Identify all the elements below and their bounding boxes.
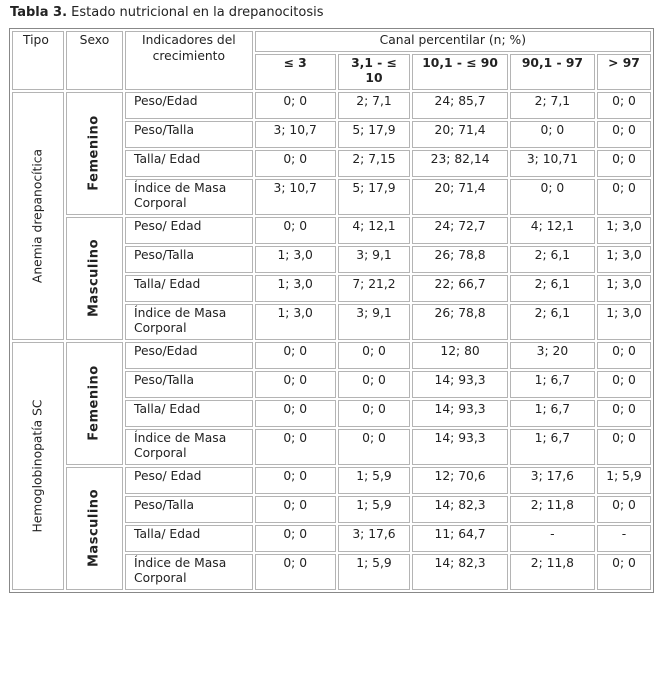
nutrition-table xyxy=(9,28,654,593)
header-col-1: ≤ 3 xyxy=(255,54,336,90)
value-cell: 0; 0 xyxy=(338,371,411,398)
indicator-cell: Talla/ Edad xyxy=(125,525,253,552)
value-cell: 20; 71,4 xyxy=(412,121,508,148)
value-cell: 1; 3,0 xyxy=(597,217,651,244)
value-cell: 3; 10,71 xyxy=(510,150,595,177)
indicator-cell: Peso/Talla xyxy=(125,121,253,148)
value-cell: 0; 0 xyxy=(597,179,651,215)
indicator-cell: Índice de Masa Corporal xyxy=(125,554,253,590)
value-cell: 0; 0 xyxy=(338,429,411,465)
tipo-label: Anemia drepanocítica xyxy=(30,148,45,283)
value-cell: 26; 78,8 xyxy=(412,304,508,340)
indicator-cell: Talla/ Edad xyxy=(125,275,253,302)
value-cell: 2; 11,8 xyxy=(510,554,595,590)
value-cell: 0; 0 xyxy=(597,92,651,119)
value-cell: - xyxy=(510,525,595,552)
value-cell: 1; 3,0 xyxy=(255,246,336,273)
header-col-4: 90,1 - 97 xyxy=(510,54,595,90)
value-cell: 1; 3,0 xyxy=(597,246,651,273)
value-cell: 0; 0 xyxy=(510,121,595,148)
sexo-label: Femenino xyxy=(86,365,102,441)
value-cell: 7; 21,2 xyxy=(338,275,411,302)
value-cell: 0; 0 xyxy=(255,400,336,427)
sexo-label: Femenino xyxy=(86,115,102,191)
indicator-cell: Peso/Edad xyxy=(125,92,253,119)
value-cell: 2; 7,1 xyxy=(338,92,411,119)
sexo-cell xyxy=(66,217,123,340)
indicator-cell: Talla/ Edad xyxy=(125,400,253,427)
header-row-1 xyxy=(12,31,651,52)
table-caption xyxy=(10,5,324,21)
value-cell: 3; 9,1 xyxy=(338,304,411,340)
value-cell: 1; 3,0 xyxy=(597,275,651,302)
indicator-cell: Peso/Talla xyxy=(125,246,253,273)
value-cell: 26; 78,8 xyxy=(412,246,508,273)
indicator-cell: Peso/ Edad xyxy=(125,217,253,244)
value-cell: 1; 5,9 xyxy=(597,467,651,494)
value-cell: 0; 0 xyxy=(597,371,651,398)
value-cell: 23; 82,14 xyxy=(412,150,508,177)
sexo-cell xyxy=(66,342,123,465)
value-cell: 12; 70,6 xyxy=(412,467,508,494)
indicator-cell: Índice de Masa Corporal xyxy=(125,179,253,215)
value-cell: 2; 7,1 xyxy=(510,92,595,119)
value-cell: 0; 0 xyxy=(255,525,336,552)
table-body xyxy=(12,92,651,590)
value-cell: - xyxy=(597,525,651,552)
value-cell: 1; 6,7 xyxy=(510,429,595,465)
tipo-cell xyxy=(12,92,64,340)
value-cell: 1; 5,9 xyxy=(338,467,411,494)
value-cell: 5; 17,9 xyxy=(338,179,411,215)
value-cell: 0; 0 xyxy=(597,429,651,465)
value-cell: 0; 0 xyxy=(597,342,651,369)
value-cell: 0; 0 xyxy=(255,467,336,494)
value-cell: 0; 0 xyxy=(597,121,651,148)
value-cell: 2; 6,1 xyxy=(510,304,595,340)
header-canal: Canal percentilar (n; %) xyxy=(255,31,651,52)
value-cell: 0; 0 xyxy=(255,217,336,244)
value-cell: 0; 0 xyxy=(255,429,336,465)
value-cell: 0; 0 xyxy=(338,400,411,427)
header-col-5: > 97 xyxy=(597,54,651,90)
header-tipo: Tipo xyxy=(12,31,64,90)
value-cell: 0; 0 xyxy=(338,342,411,369)
table-row xyxy=(12,467,651,494)
value-cell: 0; 0 xyxy=(255,150,336,177)
indicator-cell: Índice de Masa Corporal xyxy=(125,429,253,465)
value-cell: 3; 17,6 xyxy=(510,467,595,494)
value-cell: 0; 0 xyxy=(255,371,336,398)
value-cell: 1; 5,9 xyxy=(338,496,411,523)
value-cell: 24; 85,7 xyxy=(412,92,508,119)
value-cell: 14; 93,3 xyxy=(412,429,508,465)
indicator-cell: Peso/Edad xyxy=(125,342,253,369)
value-cell: 2; 6,1 xyxy=(510,246,595,273)
value-cell: 22; 66,7 xyxy=(412,275,508,302)
header-sexo: Sexo xyxy=(66,31,123,90)
value-cell: 0; 0 xyxy=(597,496,651,523)
header-col-2: 3,1 - ≤ 10 xyxy=(338,54,411,90)
value-cell: 20; 71,4 xyxy=(412,179,508,215)
table-row xyxy=(12,342,651,369)
indicator-cell: Peso/ Edad xyxy=(125,467,253,494)
value-cell: 4; 12,1 xyxy=(338,217,411,244)
caption-label: Tabla 3. xyxy=(10,5,68,20)
value-cell: 3; 20 xyxy=(510,342,595,369)
indicator-cell: Peso/Talla xyxy=(125,496,253,523)
value-cell: 0; 0 xyxy=(255,342,336,369)
tipo-label: Hemoglobinopatía SC xyxy=(30,398,45,533)
value-cell: 5; 17,9 xyxy=(338,121,411,148)
value-cell: 0; 0 xyxy=(510,179,595,215)
indicator-cell: Talla/ Edad xyxy=(125,150,253,177)
value-cell: 24; 72,7 xyxy=(412,217,508,244)
indicator-cell: Peso/Talla xyxy=(125,371,253,398)
value-cell: 1; 5,9 xyxy=(338,554,411,590)
value-cell: 0; 0 xyxy=(255,496,336,523)
value-cell: 1; 3,0 xyxy=(255,304,336,340)
value-cell: 3; 9,1 xyxy=(338,246,411,273)
value-cell: 1; 6,7 xyxy=(510,371,595,398)
header-indicadores: Indicadores del crecimiento xyxy=(125,31,253,90)
value-cell: 0; 0 xyxy=(597,400,651,427)
table-row xyxy=(12,92,651,119)
sexo-cell xyxy=(66,467,123,590)
value-cell: 14; 93,3 xyxy=(412,400,508,427)
sexo-cell xyxy=(66,92,123,215)
value-cell: 11; 64,7 xyxy=(412,525,508,552)
value-cell: 0; 0 xyxy=(597,150,651,177)
value-cell: 3; 10,7 xyxy=(255,121,336,148)
value-cell: 2; 7,15 xyxy=(338,150,411,177)
value-cell: 2; 11,8 xyxy=(510,496,595,523)
value-cell: 3; 10,7 xyxy=(255,179,336,215)
value-cell: 0; 0 xyxy=(255,92,336,119)
value-cell: 4; 12,1 xyxy=(510,217,595,244)
tipo-cell xyxy=(12,342,64,590)
value-cell: 12; 80 xyxy=(412,342,508,369)
value-cell: 0; 0 xyxy=(255,554,336,590)
value-cell: 14; 82,3 xyxy=(412,496,508,523)
indicator-cell: Índice de Masa Corporal xyxy=(125,304,253,340)
value-cell: 14; 82,3 xyxy=(412,554,508,590)
value-cell: 14; 93,3 xyxy=(412,371,508,398)
value-cell: 2; 6,1 xyxy=(510,275,595,302)
header-col-3: 10,1 - ≤ 90 xyxy=(412,54,508,90)
value-cell: 1; 3,0 xyxy=(597,304,651,340)
table-row xyxy=(12,217,651,244)
value-cell: 1; 6,7 xyxy=(510,400,595,427)
sexo-label: Masculino xyxy=(86,238,102,318)
value-cell: 3; 17,6 xyxy=(338,525,411,552)
sexo-label: Masculino xyxy=(86,488,102,568)
value-cell: 1; 3,0 xyxy=(255,275,336,302)
caption-text: Estado nutricional en la drepanocitosis xyxy=(67,5,324,20)
value-cell: 0; 0 xyxy=(597,554,651,590)
